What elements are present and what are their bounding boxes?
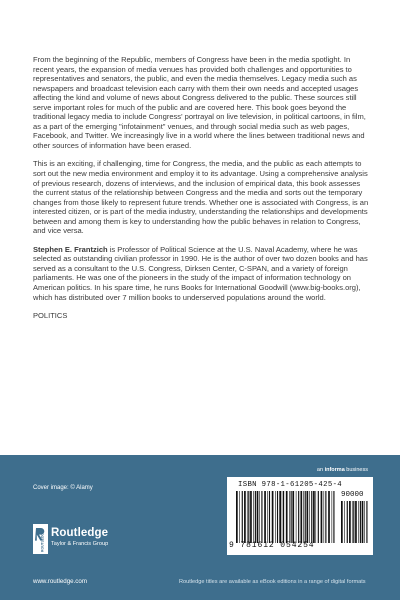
category-label: POLITICS bbox=[33, 311, 68, 321]
footer-panel bbox=[0, 455, 400, 600]
barcode-bars-addon bbox=[340, 501, 368, 543]
barcode-bars-main bbox=[235, 491, 335, 543]
informa-prefix: an bbox=[316, 467, 325, 473]
publisher-website: www.routledge.com bbox=[33, 578, 87, 585]
author-bio bbox=[33, 245, 369, 302]
barcode-addon-digits: 90000 bbox=[341, 491, 364, 499]
back-cover-text bbox=[33, 55, 369, 330]
blurb-paragraph-1: From the beginning of the Republic, members of Congress have been in the media spotlight. In recent years, the expansion of media venues has provided both challenges and opportunities to representatives and senators, the public, and even the media themselves. Legacy media such as newspapers and broadcast television each carry with them their own needs and accepted usages affecting the kind and volume of news about Congress delivered to the public. These sources still serve important roles for much of the public and are covered here. This book goes beyond the traditional legacy media to include Congress' portrayal on live television, in political cartoons, in film, as a part of the emerging "infotainment" venues, and through social media such as web pages, Facebook, and Twitter. We increasingly live in a world where the lines between traditional news and other sources of information have been erased. bbox=[33, 55, 366, 150]
author-bio-text: is Professor of Political Science at the U.S. Naval Academy, where he was selected as outstanding civilian professor in 1990. He is the author of over two dozen books and has served as a consultant to the U.S. Congress, Dirksen Center, C-SPAN, and a variety of foreign parliaments. He was one of the pioneers in the study of the impact of information technology on American politics. In his spare time, he runs Books for International Goodwill (www.big-books.org), which has distributed over 7 million books to underserved populations around the world. bbox=[33, 244, 368, 302]
informa-suffix: business bbox=[344, 467, 368, 473]
ebook-note: Routledge titles are available as eBook editions in a range of digital formats bbox=[179, 579, 366, 585]
routledge-logo-icon bbox=[33, 524, 48, 554]
publisher-group: Taylor & Francis Group bbox=[51, 541, 109, 547]
author-name: Stephen E. Frantzich bbox=[33, 244, 108, 254]
informa-brand: informa bbox=[324, 467, 345, 473]
cover-image-credit: Cover image: © Alamy bbox=[33, 485, 93, 491]
blurb-paragraph-2: This is an exciting, if challenging, time for Congress, the media, and the public as each attempts to sort out the new media environment and employ it to its advantage. Using a comprehensive analysis of previous research, dozens of interviews, and the inclusion of empirical data, this book assesses the current status of the relationship between Congress and the media and sorts out the temporary changes from those likely to represent future trends. Whether one is associated with Congress, is an interested citizen, or is part of the media industry, understanding the relationships and developments between and among them is key to understanding how the public behaves in relation to Congress, and vice versa. bbox=[33, 159, 369, 236]
isbn-label: ISBN 978-1-61205-425-4 bbox=[238, 481, 343, 489]
publisher-logo bbox=[33, 524, 137, 554]
publisher-side-text: ROUTLEDGE bbox=[40, 530, 45, 552]
isbn-barcode bbox=[227, 477, 373, 555]
publisher-name: Routledge bbox=[51, 527, 109, 539]
barcode-number: 9 781612 054254 bbox=[229, 541, 315, 550]
informa-business-tag bbox=[317, 467, 368, 473]
